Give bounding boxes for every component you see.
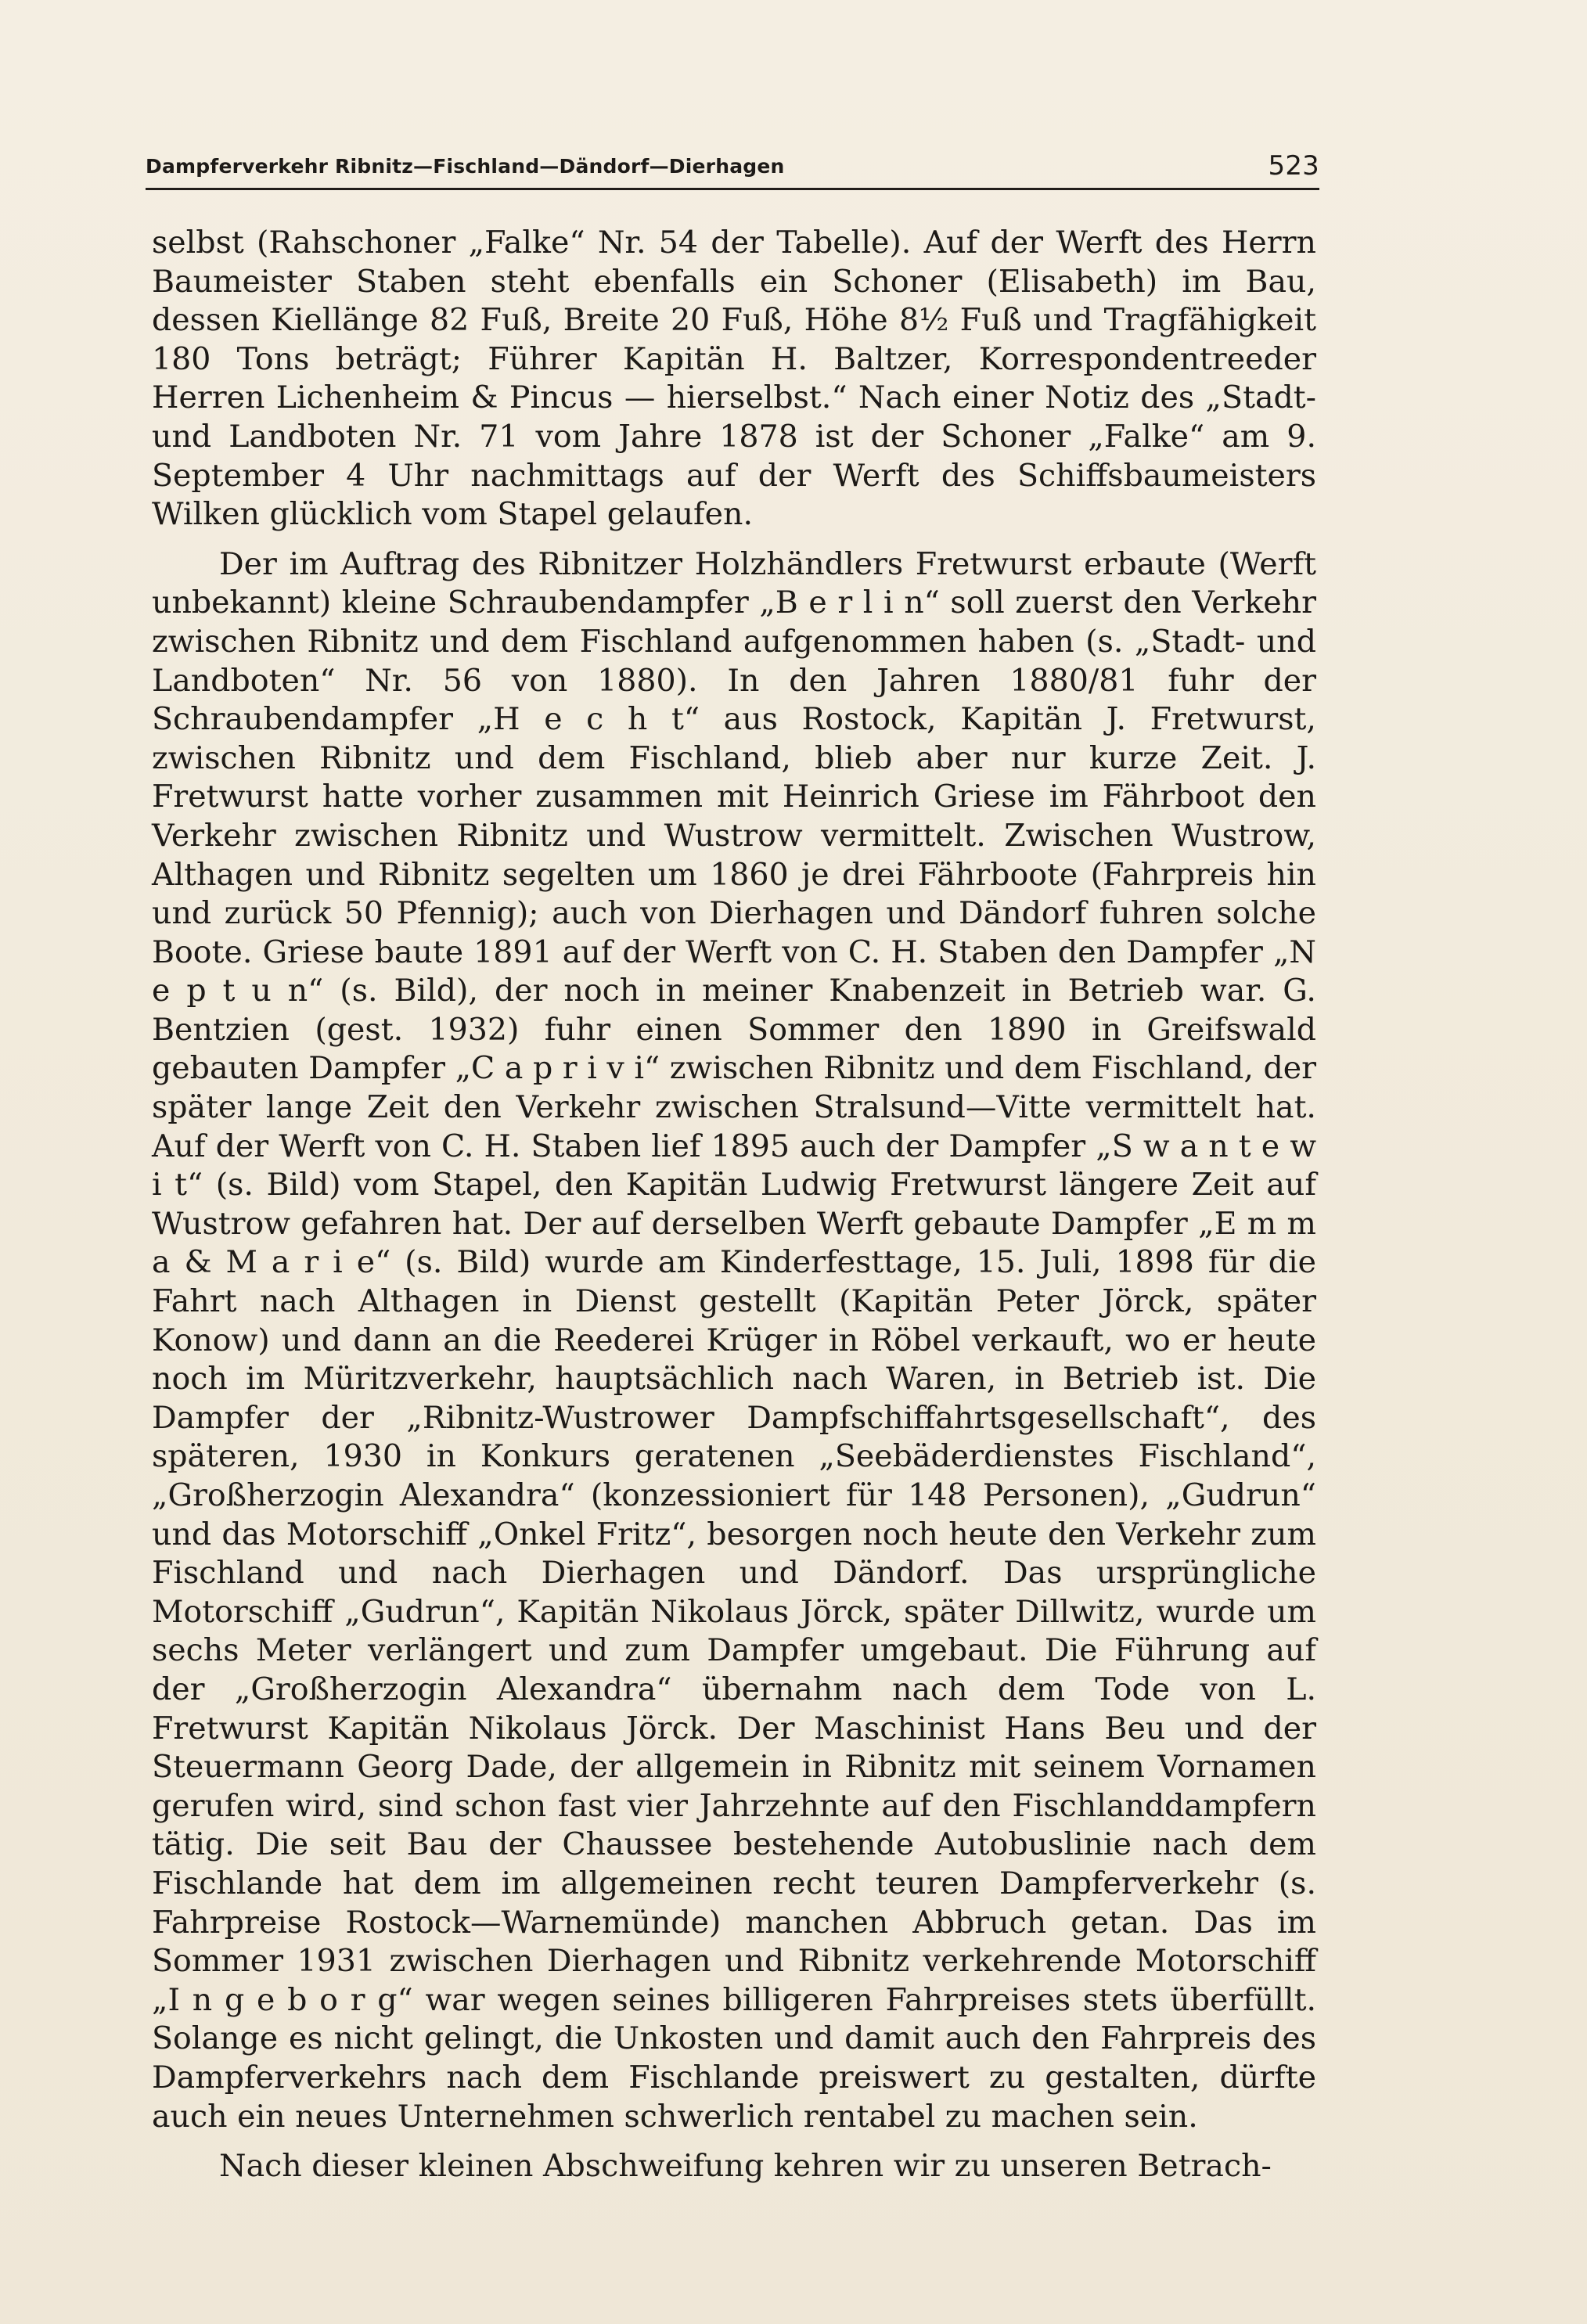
running-head — [146, 150, 1319, 186]
paragraph-closing-line: Nach dieser kleinen Abschweifung kehren wir zu unseren Betrach- — [219, 2148, 1272, 2185]
paragraph-steamer-history: Der im Auftrag des Ribnitzer Holzhändlers Fretwurst erbaute (Werft unbekannt) kleine Schraubendampfer „B e r l i n“ soll zuerst den Verkehr zwischen Ribnitz und dem Fischland aufgenommen haben (s. „Stadt- und Landboten“ Nr. 56 von 1880). In den Jahren 1880/81 fuhr der Schraubendampfer „H e c h t“ aus Rostock, Kapitän J. Fretwurst, zwischen Ribnitz und dem Fischland, blieb aber nur kurze Zeit. J. Fretwurst hatte vorher zusammen mit Heinrich Griese im Fährboot den Verkehr zwischen Ribnitz und Wustrow vermittelt. Zwischen Wustrow, Althagen und Ribnitz segelten um 1860 je drei Fährboote (Fahrpreis hin und zurück 50 Pfennig); auch von Dierhagen und Dändorf fuhren solche Boote. Griese baute 1891 auf der Werft von C. H. Staben den Dampfer „N e p t u n“ (s. Bild), der noch in meiner Knabenzeit in Betrieb war. G. Bentzien (gest. 1932) fuhr einen Sommer den 1890 in Greifswald gebauten Dampfer „C a p r i v i“ zwischen Ribnitz und dem Fischland, der später lange Zeit den Verkehr zwischen Stralsund—Vitte vermittelt hat. Auf der Werft von C. H. Staben lief 1895 auch der Dampfer „S w a n t e w i t“ (s. Bild) vom Stapel, den Kapitän Ludwig Fretwurst längere Zeit auf Wustrow gefahren hat. Der auf derselben Werft gebaute Dampfer „E m m a & M a r i e“ (s. Bild) wurde am Kinderfesttage, 15. Juli, 1898 für die Fahrt nach Althagen in Dienst gestellt (Kapitän Peter Jörck, später Konow) und dann an die Reederei Krüger in Röbel verkauft, wo er heute noch im Müritzverkehr, hauptsächlich nach Waren, in Betrieb ist. Die Dampfer der „Ribnitz-Wustrower Dampfschiffahrtsgesellschaft“, des späteren, 1930 in Konkurs geratenen „Seebäderdienstes Fischland“, „Großherzogin Alexandra“ (konzessioniert für 148 Personen), „Gudrun“ und das Motorschiff „Onkel Fritz“, besorgen noch heute den Verkehr zum Fischland und nach Dierhagen und Dändorf. Das ursprüngliche Motorschiff „Gudrun“, Kapitän Nikolaus Jörck, später Dillwitz, wurde um sechs Meter verlängert und zum Dampfer umgebaut. Die Führung auf der „Großherzogin Alexandra“ übernahm nach dem Tode von L. Fretwurst Kapitän Nikolaus Jörck. Der Maschinist Hans Beu und der Steuermann Georg Dade, der allgemein in Ribnitz mit seinem Vornamen gerufen wird, sind schon fast vier Jahrzehnte auf den Fischlanddampfern tätig. Die seit Bau der Chaussee bestehende Autobuslinie nach dem Fischlande hat dem im allgemeinen recht teuren Dampferverkehr (s. Fahrpreise Rostock—Warnemünde) manchen Abbruch getan. Das im Sommer 1931 zwischen Dierhagen und Ribnitz verkehrende Motorschiff „I n g e b o r g“ war wegen seines billigeren Fahrpreises stets überfüllt. Solange es nicht gelingt, die Unkosten und damit auch den Fahrpreis des Dampferverkehrs nach dem Fischlande preiswert zu gestalten, dürfte auch ein neues Unternehmen schwerlich rentabel zu machen sein. — [152, 545, 1316, 2135]
body-text — [152, 224, 1316, 2186]
header-rule — [146, 188, 1319, 190]
paragraph-continuation: selbst (Rahschoner „Falke“ Nr. 54 der Tabelle). Auf der Werft des Herrn Baumeister Staben steht ebenfalls ein Schoner (Elisabeth) im Bau, dessen Kiellänge 82 Fuß, Breite 20 Fuß, Höhe 8½ Fuß und Tragfähigkeit 180 Tons beträgt; Führer Kapitän H. Baltzer, Korrespondentreeder Herren Lichenheim & Pincus — hierselbst.“ Nach einer Notiz des „Stadt- und Landboten Nr. 71 vom Jahre 1878 ist der Schoner „Falke“ am 9. September 4 Uhr nachmittags auf der Werft des Schiffsbaumeisters Wilken glücklich vom Stapel gelaufen. — [152, 225, 1316, 533]
running-head-title: Dampferverkehr Ribnitz—Fischland—Dändorf—Dierhagen — [146, 155, 785, 178]
page-number: 523 — [1268, 150, 1319, 182]
